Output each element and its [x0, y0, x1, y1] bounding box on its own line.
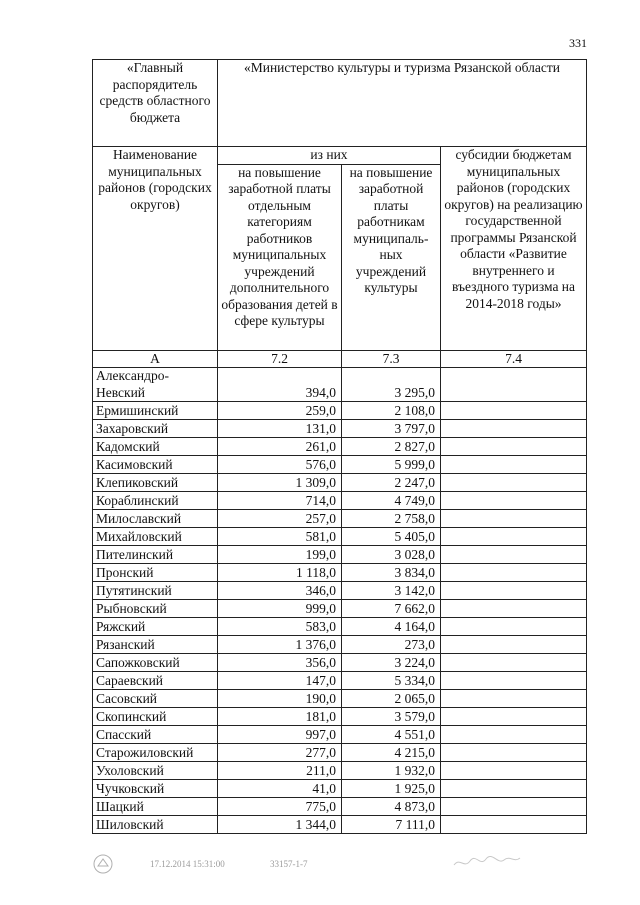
value-7-4 — [441, 438, 587, 456]
value-7-2: 261,0 — [218, 438, 342, 456]
page-number: 331 — [569, 36, 587, 50]
value-7-2: 997,0 — [218, 726, 342, 744]
value-7-3: 3 142,0 — [342, 582, 441, 600]
district-name: Пителинский — [93, 546, 218, 564]
value-7-4 — [441, 420, 587, 438]
value-7-2: 1 376,0 — [218, 636, 342, 654]
value-7-2: 147,0 — [218, 672, 342, 690]
value-7-4 — [441, 780, 587, 798]
value-7-2: 714,0 — [218, 492, 342, 510]
value-7-4 — [441, 456, 587, 474]
value-7-4 — [441, 690, 587, 708]
table-row — [93, 762, 587, 780]
header-col-7-2: на повышение заработной платы отдельным категориям работников муниципальных учреждений дополнительного образования детей в сфере культуры — [218, 164, 342, 350]
table-row — [93, 456, 587, 474]
table-row — [93, 528, 587, 546]
district-name: Захаровский — [93, 420, 218, 438]
table-row — [93, 582, 587, 600]
value-7-2: 346,0 — [218, 582, 342, 600]
table-row — [93, 474, 587, 492]
value-7-2: 190,0 — [218, 690, 342, 708]
value-7-2: 356,0 — [218, 654, 342, 672]
stamp-icon — [92, 853, 114, 875]
scan-mark-icon — [452, 853, 522, 873]
column-index-7-3: 7.3 — [342, 350, 441, 368]
district-name: Ухоловский — [93, 762, 218, 780]
value-7-3: 3 834,0 — [342, 564, 441, 582]
value-7-2: 576,0 — [218, 456, 342, 474]
value-7-2: 277,0 — [218, 744, 342, 762]
table-row — [93, 798, 587, 816]
table-row — [93, 816, 587, 834]
value-7-2: 199,0 — [218, 546, 342, 564]
value-7-4 — [441, 744, 587, 762]
value-7-2: 583,0 — [218, 618, 342, 636]
value-7-3: 5 999,0 — [342, 456, 441, 474]
value-7-3: 3 224,0 — [342, 654, 441, 672]
value-7-4 — [441, 816, 587, 834]
value-7-3: 3 295,0 — [342, 368, 441, 402]
district-name: Чучковский — [93, 780, 218, 798]
value-7-4 — [441, 798, 587, 816]
district-name: Ермишинский — [93, 402, 218, 420]
column-index-row — [93, 350, 587, 368]
district-name: Михайловский — [93, 528, 218, 546]
header-row-columns — [93, 147, 587, 165]
value-7-2: 775,0 — [218, 798, 342, 816]
value-7-3: 2 065,0 — [342, 690, 441, 708]
value-7-2: 131,0 — [218, 420, 342, 438]
district-name: Ряжский — [93, 618, 218, 636]
value-7-3: 1 925,0 — [342, 780, 441, 798]
header-ministry: «Министерство культуры и туризма Рязанской области — [218, 60, 587, 147]
district-name: Сасовский — [93, 690, 218, 708]
value-7-4 — [441, 762, 587, 780]
value-7-3: 3 028,0 — [342, 546, 441, 564]
value-7-4 — [441, 510, 587, 528]
value-7-4 — [441, 600, 587, 618]
header-district-name: Наименование муниципальных районов (городских округов) — [93, 147, 218, 351]
district-name: Кораблинский — [93, 492, 218, 510]
value-7-4 — [441, 726, 587, 744]
district-name: Александро-Невский — [93, 368, 218, 402]
value-7-3: 4 164,0 — [342, 618, 441, 636]
value-7-4 — [441, 402, 587, 420]
value-7-2: 1 309,0 — [218, 474, 342, 492]
district-name: Путятинский — [93, 582, 218, 600]
value-7-4 — [441, 474, 587, 492]
value-7-3: 1 932,0 — [342, 762, 441, 780]
value-7-4 — [441, 528, 587, 546]
value-7-3: 5 334,0 — [342, 672, 441, 690]
value-7-2: 257,0 — [218, 510, 342, 528]
table-row — [93, 368, 587, 402]
district-name: Сапожковский — [93, 654, 218, 672]
value-7-2: 999,0 — [218, 600, 342, 618]
column-index-a: А — [93, 350, 218, 368]
table-row — [93, 492, 587, 510]
table-row — [93, 546, 587, 564]
value-7-2: 181,0 — [218, 708, 342, 726]
value-7-4 — [441, 672, 587, 690]
value-7-3: 7 111,0 — [342, 816, 441, 834]
value-7-3: 3 579,0 — [342, 708, 441, 726]
value-7-2: 259,0 — [218, 402, 342, 420]
value-7-3: 2 827,0 — [342, 438, 441, 456]
value-7-4 — [441, 492, 587, 510]
value-7-2: 581,0 — [218, 528, 342, 546]
table-row — [93, 618, 587, 636]
table-row — [93, 708, 587, 726]
value-7-3: 7 662,0 — [342, 600, 441, 618]
value-7-3: 2 108,0 — [342, 402, 441, 420]
value-7-4 — [441, 708, 587, 726]
value-7-3: 5 405,0 — [342, 528, 441, 546]
district-name: Скопинский — [93, 708, 218, 726]
table-row — [93, 438, 587, 456]
district-name: Сараевский — [93, 672, 218, 690]
district-name: Шацкий — [93, 798, 218, 816]
value-7-3: 2 758,0 — [342, 510, 441, 528]
table-row — [93, 402, 587, 420]
value-7-3: 4 551,0 — [342, 726, 441, 744]
table-row — [93, 690, 587, 708]
header-of-them: из них — [218, 147, 441, 165]
value-7-3: 3 797,0 — [342, 420, 441, 438]
district-name: Рыбновский — [93, 600, 218, 618]
value-7-2: 211,0 — [218, 762, 342, 780]
value-7-4 — [441, 582, 587, 600]
value-7-2: 1 344,0 — [218, 816, 342, 834]
header-col-7-3: на повышение заработной платы работникам муниципаль-ных учреждений культуры — [342, 164, 441, 350]
district-name: Шиловский — [93, 816, 218, 834]
footer-timestamp: 17.12.2014 15:31:00 — [150, 859, 225, 869]
value-7-4 — [441, 546, 587, 564]
table-row — [93, 672, 587, 690]
district-name: Старожиловский — [93, 744, 218, 762]
value-7-4 — [441, 654, 587, 672]
district-name: Касимовский — [93, 456, 218, 474]
budget-table — [92, 59, 587, 834]
district-name: Милославский — [93, 510, 218, 528]
district-name: Рязанский — [93, 636, 218, 654]
district-name: Клепиковский — [93, 474, 218, 492]
value-7-2: 394,0 — [218, 368, 342, 402]
table-row — [93, 726, 587, 744]
value-7-3: 2 247,0 — [342, 474, 441, 492]
value-7-4 — [441, 368, 587, 402]
value-7-2: 1 118,0 — [218, 564, 342, 582]
header-main-manager: «Главный распорядитель средств областного бюджета — [93, 60, 218, 147]
table-row — [93, 636, 587, 654]
header-col-7-4: субсидии бюджетам муниципальных районов (городских округов) на реализацию государственной программы Рязанской области «Развитие внутреннего и въездного туризма на 2014-2018 годы» — [441, 147, 587, 351]
column-index-7-4: 7.4 — [441, 350, 587, 368]
value-7-2: 41,0 — [218, 780, 342, 798]
column-index-7-2: 7.2 — [218, 350, 342, 368]
value-7-3: 4 749,0 — [342, 492, 441, 510]
footer-doc-code: 33157-1-7 — [270, 859, 308, 869]
value-7-4 — [441, 618, 587, 636]
value-7-3: 4 873,0 — [342, 798, 441, 816]
table-row — [93, 600, 587, 618]
table-row — [93, 780, 587, 798]
value-7-4 — [441, 564, 587, 582]
table-row — [93, 510, 587, 528]
table-row — [93, 654, 587, 672]
table-row — [93, 420, 587, 438]
district-name: Пронский — [93, 564, 218, 582]
document-footer — [92, 853, 592, 873]
district-name: Кадомский — [93, 438, 218, 456]
header-row-manager — [93, 60, 587, 147]
value-7-3: 273,0 — [342, 636, 441, 654]
district-name: Спасский — [93, 726, 218, 744]
value-7-4 — [441, 636, 587, 654]
table-row — [93, 744, 587, 762]
table-row — [93, 564, 587, 582]
value-7-3: 4 215,0 — [342, 744, 441, 762]
